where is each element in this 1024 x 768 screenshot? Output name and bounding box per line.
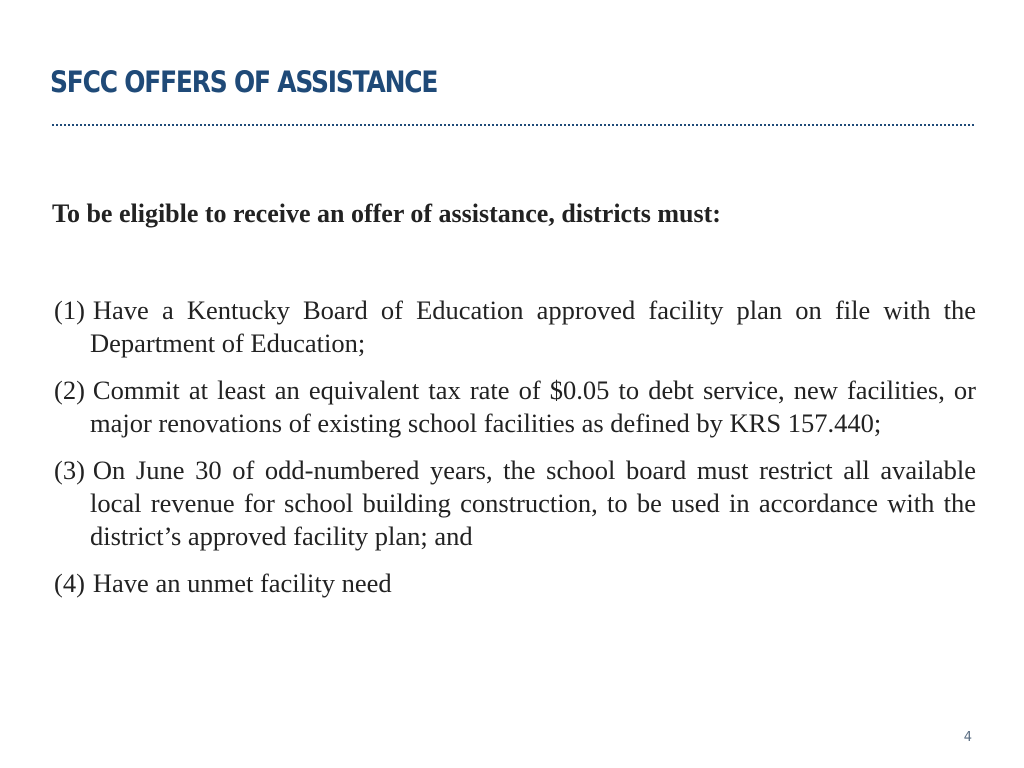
list-item-text: Have a Kentucky Board of Education approved facility plan on file with the Department of Education; — [90, 295, 976, 358]
list-item-text: On June 30 of odd-numbered years, the school board must restrict all available local revenue for school building construction, to be used in accordance with the district’s approved facility plan; and — [90, 455, 976, 551]
list-item — [54, 454, 976, 553]
list-item — [54, 567, 976, 600]
intro-text: To be eligible to receive an offer of assistance, districts must: — [52, 199, 721, 228]
list-item-number: (2) — [54, 375, 85, 405]
list-item-number: (4) — [54, 568, 85, 598]
dotted-divider — [52, 124, 974, 126]
list-item — [54, 294, 976, 360]
list-item-number: (3) — [54, 455, 85, 485]
page-number: 4 — [963, 730, 972, 745]
list-item-text: Have an unmet facility need — [92, 568, 392, 598]
list-item — [54, 374, 976, 440]
list-item-text: Commit at least an equivalent tax rate of $0.05 to debt service, new facilities, or major renovations of existing school facilities as defined by KRS 157.440; — [90, 375, 976, 438]
list-item-number: (1) — [54, 295, 85, 325]
slide-title: SFCC OFFERS OF ASSISTANCE — [50, 65, 438, 99]
eligibility-list — [54, 294, 976, 600]
